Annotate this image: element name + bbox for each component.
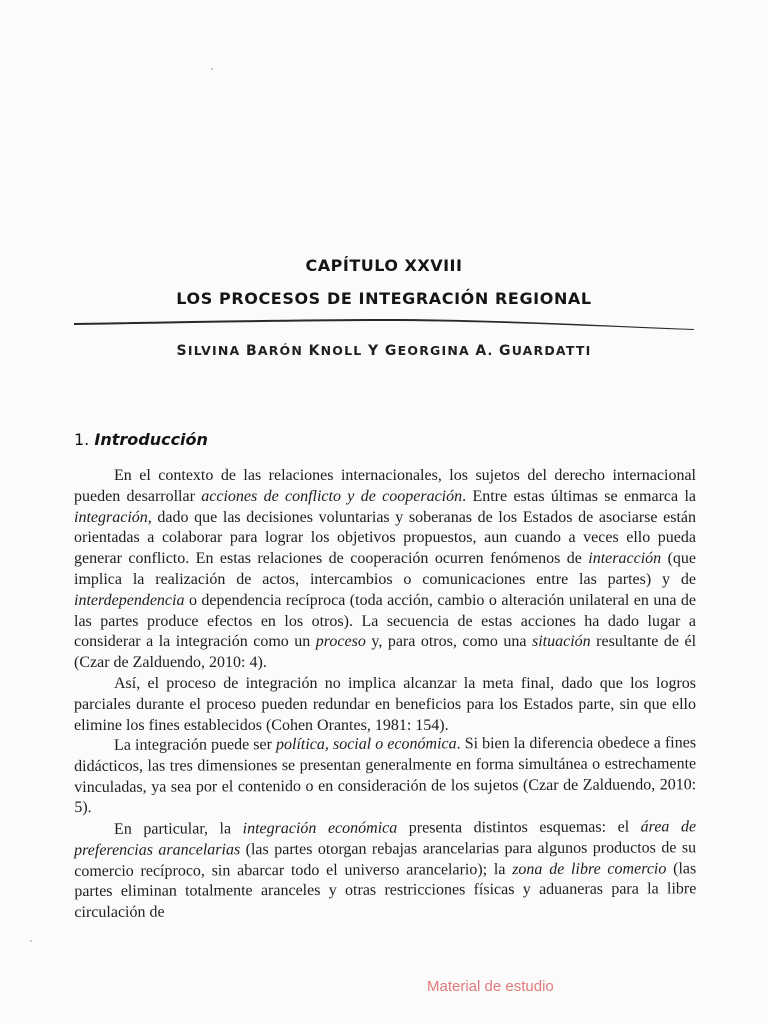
emphasized-term: acciones de conflicto y de cooperación — [201, 487, 463, 505]
scan-speck — [30, 940, 32, 942]
text-run: o dependencia recíproca (toda acción, cambio o alteración unilateral en una de las partes produce efectos en los otros). La secuencia de estas acciones ha dado lugar a considerar a la integración como un — [74, 591, 696, 651]
text-run: (las partes eliminan totalmente aranceles y otras restricciones físicas y aduaneras para la libre circulación de — [74, 859, 697, 921]
text-run: En particular, la — [114, 819, 243, 838]
text-run: (las partes otorgan rebajas arancelarias para algunos productos de su comercio recíproco, sin abarcar todo el universo arancelario); la — [74, 838, 697, 880]
title-divider-rule — [72, 312, 696, 338]
emphasized-term: proceso — [315, 633, 366, 651]
scan-speck — [211, 68, 213, 70]
chapter-authors: SILVINA BARÓN KNOLL Y GEORGINA A. GUARDATTI — [176, 343, 592, 359]
text-run: , dado que las decisiones voluntarias y soberanas de los Estados de asociarse están orientadas a colaborar para lograr los objetivos propuestos, aun cuando a veces ello pueda generar conflicto. En estas relaciones de cooperación ocurren fenómenos de — [74, 508, 696, 568]
emphasized-term: área de preferencias arancelarias — [74, 817, 697, 859]
emphasized-term: interdependencia — [74, 591, 185, 609]
text-run: La integración puede ser — [114, 736, 277, 755]
paragraph — [74, 817, 696, 924]
emphasized-term: situación — [532, 633, 591, 651]
section-heading — [74, 430, 208, 449]
text-run: . Si bien la diferencia obedece a fines didácticos, las tres dimensiones se presentan generalmente en forma simultánea o estrechamente vinculadas, ya sea por el contenido o en consideración de los sujetos (Czar de Zalduendo, 2010: 5). — [74, 734, 697, 817]
text-run: Así, el proceso de integración no implica alcanzar la meta final, dado que los logros parciales durante el proceso pueden redundar en beneficios para los Estados parte, sin que ello elimine los fines establecidos (Cohen Orantes, 1981: 154). — [74, 674, 696, 734]
body-text — [74, 466, 696, 924]
text-run: y, para otros, como una — [365, 633, 532, 651]
section-number: 1. — [74, 430, 90, 449]
emphasized-term: política, social o económica — [275, 735, 457, 754]
emphasized-term: zona de libre comercio — [512, 859, 667, 878]
text-run: resultante de él (Czar de Zalduendo, 2010: 4). — [74, 633, 697, 672]
text-run: . Entre estas últimas se enmarca la — [462, 487, 697, 505]
paragraph — [74, 734, 696, 820]
paragraph — [74, 674, 696, 736]
text-run: En el contexto de las relaciones internacionales, los sujetos del derecho internacional pueden desarrollar — [74, 467, 696, 505]
paragraph — [74, 466, 696, 674]
emphasized-term: integración económica — [242, 819, 398, 837]
chapter-number: CAPÍTULO XXVIII — [305, 256, 463, 275]
section-title: Introducción — [94, 430, 208, 449]
emphasized-term: interacción — [588, 550, 662, 568]
watermark: Material de estudio — [427, 978, 554, 995]
chapter-title: LOS PROCESOS DE INTEGRACIÓN REGIONAL — [176, 289, 592, 308]
text-run: (que implica la realización de actos, intercambios o comunicaciones entre las partes) y de — [74, 550, 696, 588]
emphasized-term: integración — [74, 508, 148, 526]
text-run: presenta distintos esquemas: el — [397, 818, 641, 837]
